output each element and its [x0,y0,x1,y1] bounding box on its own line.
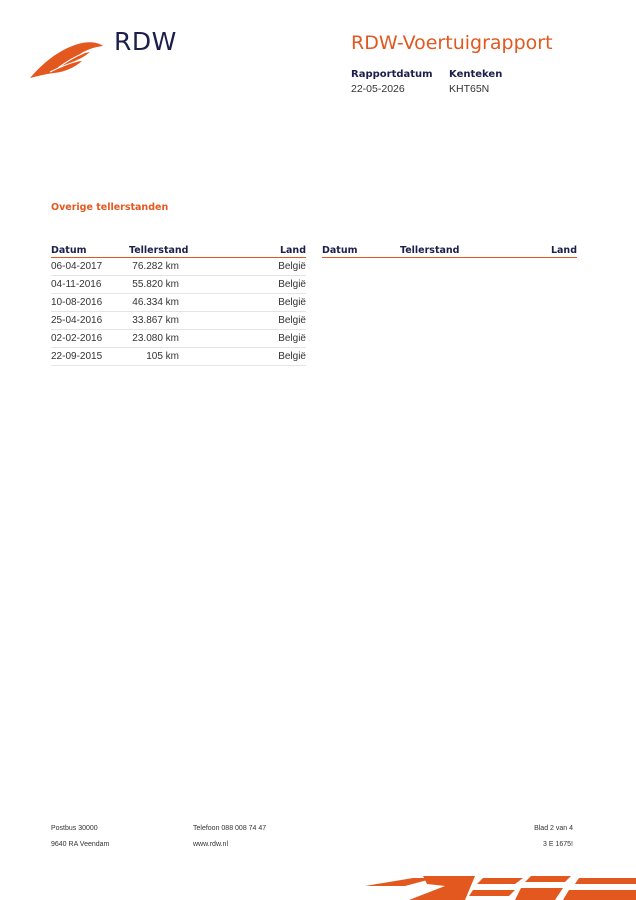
odometer-table-right [322,243,577,258]
column-header-date: Datum [51,245,87,256]
footer-phone: Telefoon 088 008 74 47 [193,825,267,832]
cell-km: 105 km [146,351,179,362]
cell-land: België [278,333,306,344]
footer-postbus: Postbus 30000 [51,825,98,832]
footer-website: www.rdw.nl [193,841,229,848]
cell-land: België [278,315,306,326]
cell-km: 33.867 km [132,315,179,326]
table-row [51,312,306,330]
meta-report-date [351,69,433,95]
meta-value: 22-05-2026 [351,83,405,95]
footer-address: 9640 RA Veendam [51,841,110,848]
meta-license-plate [449,69,502,95]
logo-text: RDW [114,27,177,56]
cell-date: 22-09-2015 [51,351,103,362]
cell-land: België [278,279,306,290]
cell-land: België [278,261,306,272]
section-title: Overige tellerstanden [51,202,169,213]
rdw-logo-icon [28,38,104,80]
table-header [322,243,577,258]
decorative-stripes-icon [365,872,636,900]
cell-date: 25-04-2016 [51,315,103,326]
footer-code: 3 E 1675! [543,841,573,848]
page-title: RDW-Voertuigrapport [351,32,553,54]
column-header-land: Land [279,245,306,256]
table-row [51,348,306,366]
cell-km: 55.820 km [132,279,179,290]
column-header-land: Land [550,245,577,256]
meta-value: KHT65N [449,83,490,95]
cell-date: 02-02-2016 [51,333,103,344]
cell-date: 04-11-2016 [51,279,102,290]
column-header-date: Datum [322,245,358,256]
column-header-km: Tellerstand [400,245,460,256]
cell-land: België [278,297,306,308]
column-header-km: Tellerstand [129,245,189,256]
odometer-table-left [51,243,306,366]
cell-land: België [278,351,306,362]
footer-page-number: Blad 2 van 4 [534,825,573,832]
cell-km: 23.080 km [132,333,179,344]
table-row [51,330,306,348]
table-row [51,276,306,294]
meta-label: Rapportdatum [351,69,433,80]
table-header [51,243,306,258]
cell-date: 10-08-2016 [51,297,103,308]
table-row [51,258,306,276]
cell-date: 06-04-2017 [51,261,103,272]
meta-label: Kenteken [449,69,503,80]
table-row [51,294,306,312]
cell-km: 76.282 km [132,261,179,272]
cell-km: 46.334 km [132,297,179,308]
